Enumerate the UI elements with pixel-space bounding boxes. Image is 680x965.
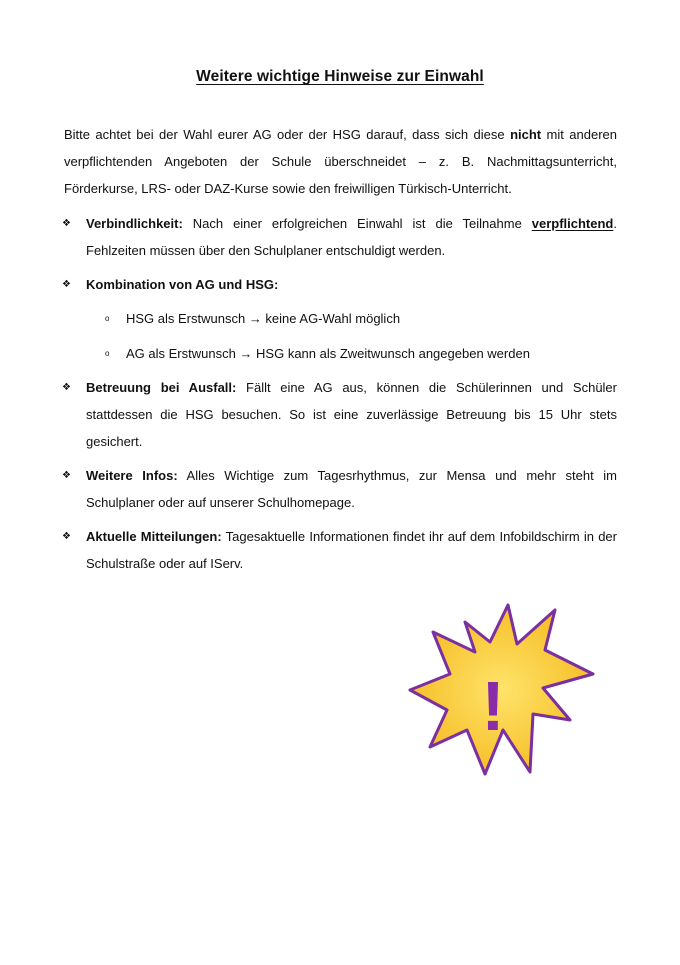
sub-item-ag-erstwunsch: o AG als Erstwunsch → HSG kann als Zweitwunsch angegeben werden (126, 340, 626, 367)
bullet-mitteilungen: ❖ Aktuelle Mitteilungen: Tagesaktuelle Informationen findet ihr auf dem Infobildschirm in der Schulstraße oder auf IServ. (86, 523, 617, 577)
bullet-betreuung: ❖ Betreuung bei Ausfall: Fällt eine AG aus, können die Schülerinnen und Schüler stattdessen die HSG besuchen. So ist eine zuverlässige Betreuung bis 15 Uhr stets gesichert. (86, 374, 617, 455)
bullet-circle-icon: o (105, 349, 110, 358)
bullet-diamond-icon: ❖ (62, 279, 71, 290)
bullet-diamond-icon: ❖ (62, 470, 71, 481)
intro-paragraph: Bitte achtet bei der Wahl eurer AG oder der HSG darauf, dass sich diese nicht mit anderen verpflichtenden Angeboten der Schule überschneidet – z. B. Nachmittagsunterricht, Förderkurse, LRS- oder DAZ-Kurse sowie den freiwilligen Türkisch-Unterricht. (64, 127, 617, 196)
bullet-kombination: ❖ Kombination von AG und HSG: (86, 271, 617, 298)
bullet-verbindlichkeit: ❖ Verbindlichkeit: Nach einer erfolgreichen Einwahl ist die Teilnahme verpflichtend. Fehlzeiten müssen über den Schulplaner entschuldigt werden. (86, 210, 617, 264)
bullet-diamond-icon: ❖ (62, 531, 71, 542)
page-title: Weitere wichtige Hinweise zur Einwahl (196, 68, 484, 85)
sub-item-hsg-erstwunsch: o HSG als Erstwunsch → keine AG-Wahl möglich (126, 305, 626, 332)
bullet-weitere-infos: ❖ Weitere Infos: Alles Wichtige zum Tagesrhythmus, zur Mensa und mehr steht im Schulplaner oder auf unserer Schulhomepage. (86, 462, 617, 516)
exclamation-star-icon (405, 602, 600, 782)
bullet-diamond-icon: ❖ (62, 218, 71, 229)
exclamation-glyph: ! (481, 667, 505, 745)
bullet-circle-icon: o (105, 314, 110, 323)
bullet-diamond-icon: ❖ (62, 382, 71, 393)
